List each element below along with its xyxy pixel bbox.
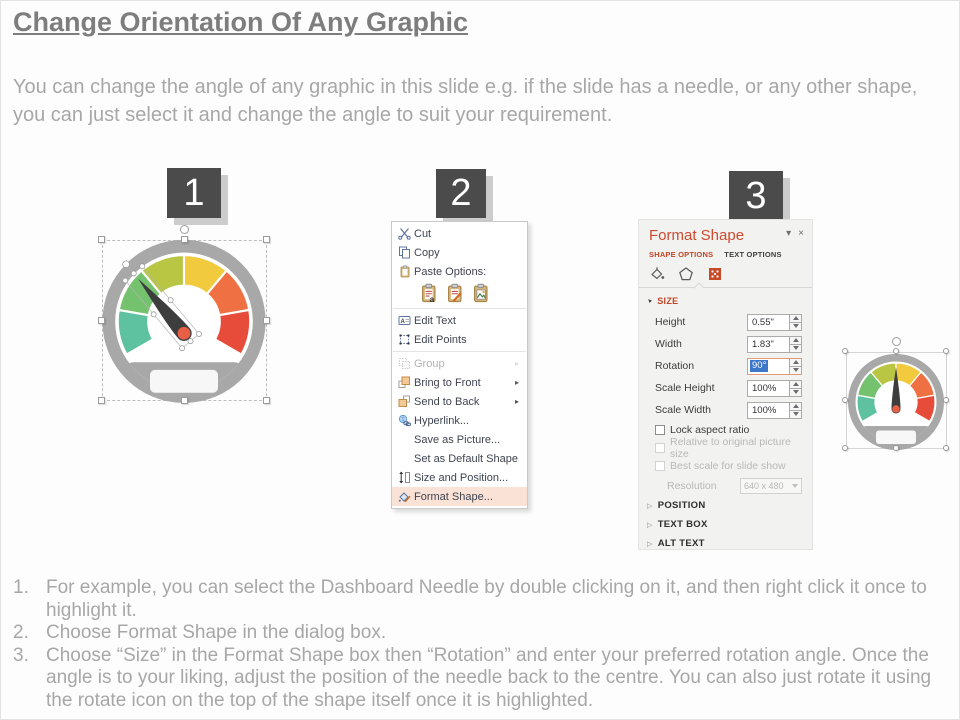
resolution-dropdown[interactable]: 640 x 480 [740,478,802,494]
svg-text:a: a [429,293,435,303]
menu-item-size-and-position[interactable] [392,468,527,487]
spinner-control[interactable] [789,359,801,374]
spinner-down-icon[interactable] [790,323,801,330]
spinner-up-icon[interactable] [790,359,801,367]
checkbox-unchecked[interactable] [655,425,665,435]
spinner-down-icon[interactable] [790,389,801,396]
menu-item-edit-text[interactable] [392,311,527,330]
checkbox-unchecked [655,461,665,471]
submenu-arrow-icon: ▸ [515,359,520,368]
field-label: Height [655,316,686,328]
checkbox-row-relative-to-original-picture-size [639,436,812,460]
field-row-width [639,333,812,355]
scale-height-input[interactable] [747,380,802,397]
spinner-up-icon[interactable] [790,315,801,323]
menu-item-group[interactable] [392,354,527,373]
spinner-up-icon[interactable] [790,381,801,389]
rotation-handle[interactable] [180,225,189,234]
section-position[interactable] [639,497,812,514]
menu-item-paste-options[interactable] [392,262,527,281]
spinner-down-icon[interactable] [790,367,801,374]
menu-item-save-as-picture[interactable] [392,430,527,449]
paste-as-picture-icon[interactable] [470,283,490,303]
selection-handle[interactable] [943,348,949,354]
paste-merge-formatting-icon[interactable] [444,283,464,303]
menu-item-copy[interactable] [392,243,527,262]
paste-options-row [392,281,527,306]
menu-item-label: Format Shape... [414,490,493,503]
menu-item-label: Set as Default Shape [414,452,518,465]
selection-handle[interactable] [842,397,848,403]
height-input[interactable] [747,314,802,331]
step-text: For example, you can select the Dashboard Needle by double clicking on it, and then right click it once to highlight it. [46,577,927,621]
section-label: TEXT BOX [657,519,708,530]
menu-separator [393,351,526,352]
size-position-icon [395,471,414,484]
field-row-scale-height [639,377,812,399]
field-value: 1.83" [752,338,774,350]
gauge-graphic[interactable] [99,233,269,403]
menu-item-label: Bring to Front [414,376,481,389]
gauge-graphic[interactable] [846,350,946,450]
selection-handle[interactable] [98,317,105,324]
field-row-scale-width [639,399,812,421]
step-badge-2: 2 [436,169,486,218]
size-properties-icon[interactable] [707,266,723,282]
copy-icon [395,246,414,259]
menu-item-label: Hyperlink... [414,414,470,427]
step-number: 1. [13,577,29,598]
spinner-down-icon[interactable] [790,411,801,418]
menu-item-hyperlink[interactable] [392,411,527,430]
field-value: 100% [752,404,777,416]
selection-handle[interactable] [943,445,949,451]
step-badge-3: 3 [729,171,783,221]
bring-to-front-icon [395,376,414,389]
tab-shape-options[interactable]: SHAPE OPTIONS [649,250,714,259]
effects-icon[interactable] [678,266,694,282]
svg-text:A: A [400,319,405,325]
panel-collapse-icon[interactable]: ▾ [786,228,792,239]
menu-item-label: Edit Points [414,333,467,346]
rotation-input[interactable] [747,358,802,375]
checkbox-label: Best scale for slide show [670,460,786,472]
field-value: 0.55" [752,316,774,328]
collapsed-triangle-icon: ▷ [647,521,653,529]
fill-line-icon[interactable] [649,266,665,282]
step-number: 3. [13,644,29,666]
width-input[interactable] [747,336,802,353]
paste-keep-formatting-icon[interactable] [418,283,438,303]
tab-text-options[interactable]: TEXT OPTIONS [724,250,782,259]
dashboard-gauge-rotated[interactable] [846,352,947,449]
menu-item-label: Size and Position... [414,471,509,484]
selection-handle[interactable] [263,397,270,404]
resolution-label: Resolution [667,480,717,492]
field-label: Width [655,338,682,350]
resolution-row [639,475,812,495]
step-badge-1: 1 [167,168,221,218]
selection-handle[interactable] [181,236,188,243]
selection-handle[interactable] [842,348,848,354]
selection-handle[interactable] [893,445,899,451]
menu-item-send-to-back[interactable] [392,392,527,411]
steps-list [13,577,938,712]
checkbox-label: Lock aspect ratio [670,424,750,436]
edit-points-icon [395,333,414,346]
menu-item-label: Group [414,357,445,370]
section-text-box[interactable] [639,516,812,533]
scissors-icon [395,227,414,240]
field-label: Rotation [655,360,695,372]
spinner-down-icon[interactable] [790,345,801,352]
dashboard-gauge-selected[interactable] [102,240,267,401]
menu-item-format-shape[interactable] [392,487,527,506]
menu-item-cut[interactable] [392,224,527,243]
spinner-control[interactable] [789,381,801,396]
selection-handle[interactable] [893,348,899,354]
spinner-control[interactable] [789,315,801,330]
step-number: 2. [13,622,29,643]
clipboard-icon [395,265,414,278]
menu-item-label: Copy [414,246,440,259]
step-item [13,577,938,622]
menu-item-label: Save as Picture... [414,433,501,446]
step-text: Choose Format Shape in the dialog box. [46,622,387,643]
scale-width-input[interactable] [747,402,802,419]
hyperlink-icon [395,414,414,427]
selection-handle[interactable] [263,317,270,324]
menu-item-set-as-default-shape[interactable] [392,449,527,468]
checkbox-unchecked [655,443,665,453]
menu-item-label: Cut [414,227,432,240]
intro-text: You can change the angle of any graphic in this slide e.g. if the slide has a needle, or any other shape, you can just select it and change the angle to suit your requirement. [13,76,918,126]
step-text: Choose “Size” in the Format Shape box then “Rotation” and enter your preferred rotation angle. Once the angle is to your liking, adjust the position of the needle back to the centre. You can also just rotate it using the rotate icon on the top of the shape itself once it is highlighted. [46,644,932,711]
collapsed-triangle-icon: ▷ [647,540,653,548]
section-label: ALT TEXT [657,538,705,549]
menu-item-edit-points[interactable] [392,330,527,349]
panel-close-icon[interactable]: × [798,228,804,239]
chevron-down-icon [792,484,798,488]
spinner-control[interactable] [789,337,801,352]
field-row-height [639,311,812,333]
step-item [13,622,938,645]
section-label: POSITION [657,500,706,511]
edit-text-icon [395,314,414,327]
spinner-up-icon[interactable] [790,403,801,411]
rotation-handle[interactable] [892,337,901,346]
selection-handle[interactable] [98,397,105,404]
size-section-header[interactable]: ▲ SIZE [645,296,679,306]
section-alt-text[interactable] [639,535,812,552]
page-title: Change Orientation Of Any Graphic [13,7,469,37]
collapsed-triangle-icon: ▷ [647,502,653,510]
field-value: 100% [752,382,777,394]
submenu-arrow-icon: ▸ [515,397,520,406]
checkbox-label: Relative to original picture size [670,436,791,460]
menu-item-label: Send to Back [414,395,480,408]
field-value: 90° [752,359,767,371]
group-icon [395,357,414,370]
menu-item-label: Edit Text [414,314,456,327]
menu-item-label: Paste Options: [414,265,487,278]
selection-handle[interactable] [842,445,848,451]
format-shape-panel [638,219,813,550]
field-label: Scale Width [655,404,712,416]
selection-handle[interactable] [181,397,188,404]
selection-handle[interactable] [98,236,105,243]
panel-title: Format Shape [649,227,745,244]
selection-handle[interactable] [263,236,270,243]
field-row-rotation [639,355,812,377]
expanded-triangle-icon: ▲ [645,296,655,306]
selection-handle[interactable] [943,397,949,403]
context-menu [391,221,528,509]
field-label: Scale Height [655,382,715,394]
send-to-back-icon [395,395,414,408]
step-item [13,645,938,713]
spinner-control[interactable] [789,403,801,418]
submenu-arrow-icon: ▸ [515,378,520,387]
menu-separator [393,308,526,309]
menu-item-bring-to-front[interactable] [392,373,527,392]
format-shape-icon [395,490,414,503]
spinner-up-icon[interactable] [790,337,801,345]
